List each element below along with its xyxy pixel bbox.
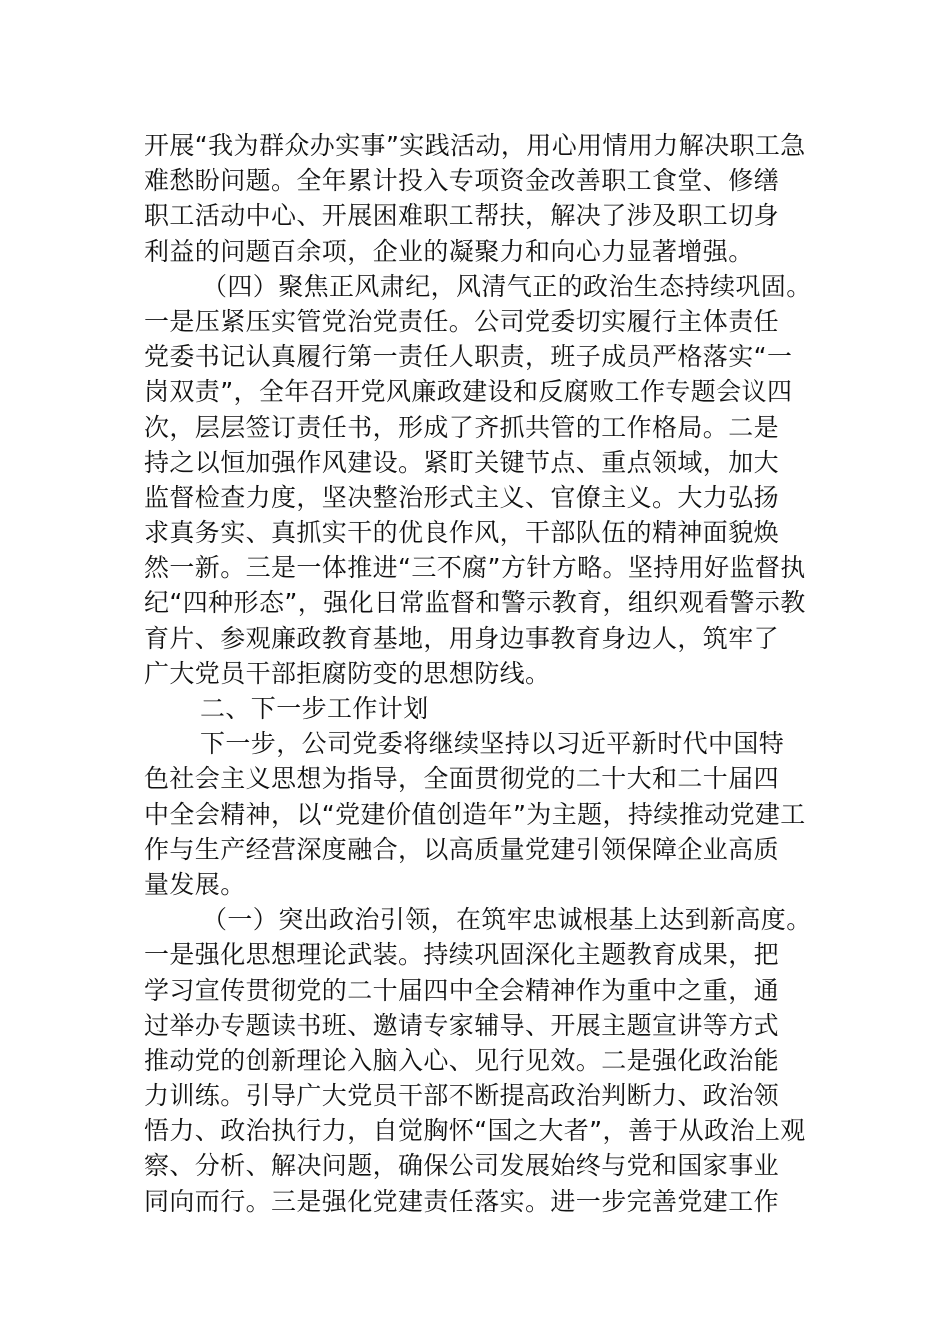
text-line: 悟力、政治执行力，自觉胸怀“国之大者”，善于从政治上观 [144,1116,806,1146]
text-line: 职工活动中心、开展困难职工帮扶，解决了涉及职工切身 [144,201,780,231]
text-line: 中全会精神，以“党建价值创造年”为主题，持续推动党建工 [144,799,806,829]
text-line: 量发展。 [144,869,246,899]
text-line: 一是压紧压实管党治党责任。公司党委切实履行主体责任 [144,306,780,336]
text-line: 育片、参观廉政教育基地，用身边事教育身边人，筑牢了 [144,623,780,653]
text-line: 过举办专题读书班、邀请专家辅导、开展主题宣讲等方式 [144,1010,780,1040]
text-line: 力训练。引导广大党员干部不断提高政治判断力、政治领 [144,1081,780,1111]
text-line: 然一新。三是一体推进“三不腐”方针方略。坚持用好监督执 [144,553,806,583]
text-line: 求真务实、真抓实干的优良作风，干部队伍的精神面貌焕 [144,518,780,548]
text-line: 推动党的创新理论入脑入心、见行见效。二是强化政治能 [144,1045,780,1075]
text-line: 次，层层签订责任书，形成了齐抓共管的工作格局。二是 [144,412,780,442]
text-line: 岗双责”，全年召开党风廉政建设和反腐败工作专题会议四 [144,377,793,407]
section-heading-1: （一）突出政治引领，在筑牢忠诚根基上达到新高度。 [202,905,812,935]
text-line: 持之以恒加强作风建设。紧盯关键节点、重点领域，加大 [144,447,780,477]
text-line: 纪“四种形态”，强化日常监督和警示教育，组织观看警示教 [144,588,806,618]
text-line: 难愁盼问题。全年累计投入专项资金改善职工食堂、修缮 [144,166,780,196]
text-line: 色社会主义思想为指导，全面贯彻党的二十大和二十届四 [144,764,780,794]
text-line: 监督检查力度，坚决整治形式主义、官僚主义。大力弘扬 [144,482,780,512]
text-line: 同向而行。三是强化党建责任落实。进一步完善党建工作 [144,1186,780,1216]
text-line: 察、分析、解决问题，确保公司发展始终与党和国家事业 [144,1151,780,1181]
paragraph-start: 下一步，公司党委将继续坚持以习近平新时代中国特 [200,729,785,759]
text-line: 一是强化思想理论武装。持续巩固深化主题教育成果，把 [144,940,780,970]
section-heading-next-plan: 二、下一步工作计划 [200,694,429,723]
text-line: 作与生产经营深度融合，以高质量党建引领保障企业高质 [144,834,780,864]
text-line: 开展“我为群众办实事”实践活动，用心用情用力解决职工急 [144,131,806,160]
text-line: 党委书记认真履行第一责任人职责，班子成员严格落实“一 [144,342,793,372]
text-line: 学习宣传贯彻党的二十届四中全会精神作为重中之重，通 [144,975,780,1005]
text-line: 利益的问题百余项，企业的凝聚力和向心力显著增强。 [144,236,754,266]
text-line: 广大党员干部拒腐防变的思想防线。 [144,658,551,688]
section-heading-4: （四）聚焦正风肃纪，风清气正的政治生态持续巩固。 [202,271,812,301]
body-text [144,128,812,1219]
